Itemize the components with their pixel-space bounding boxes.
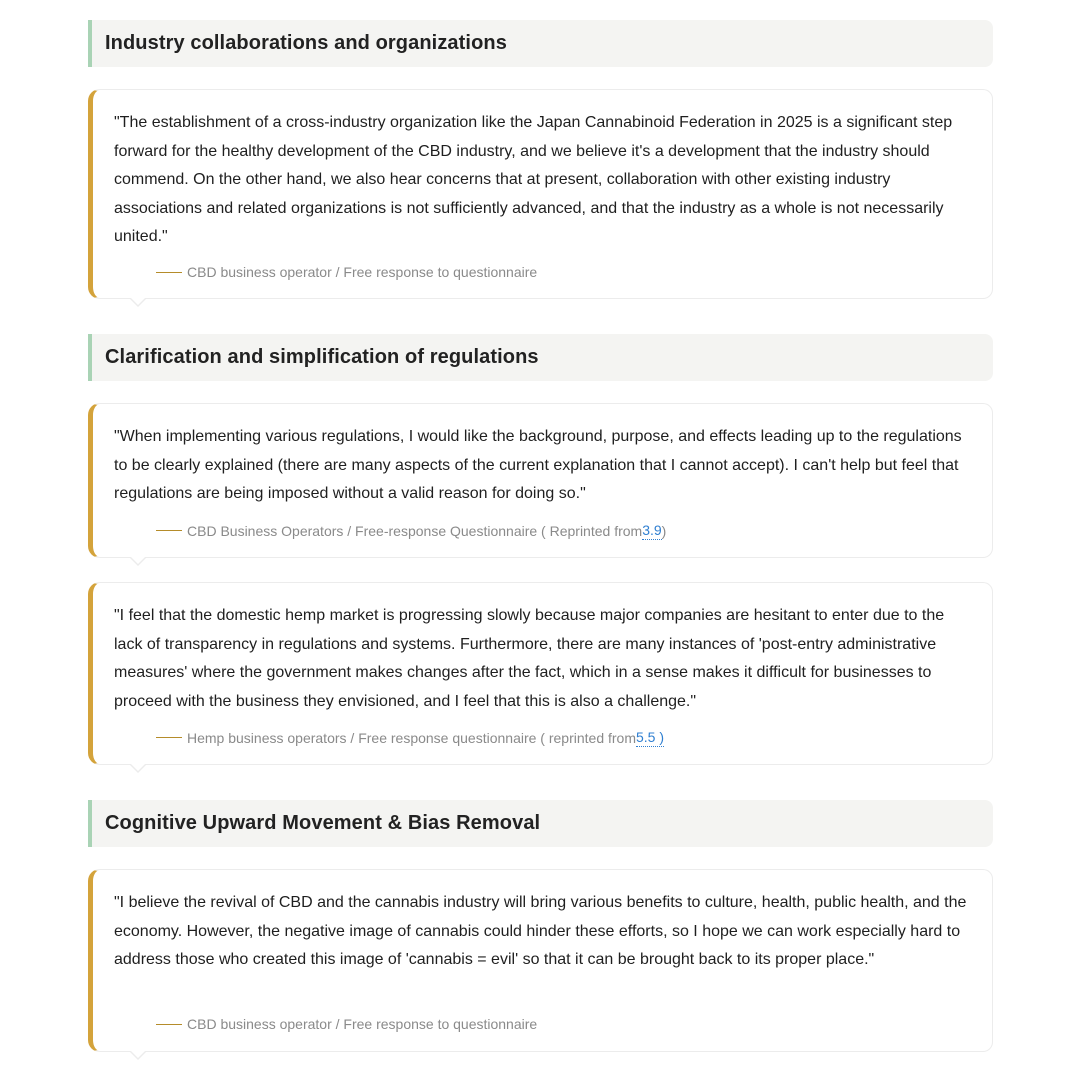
section-heading-regulations	[88, 334, 993, 381]
quote-block	[88, 89, 993, 299]
speech-tail	[129, 298, 147, 307]
source-dash	[156, 272, 182, 273]
section-heading-cognitive-upward	[88, 800, 993, 847]
quote-source-text: Hemp business operators / Free response questionnaire ( reprinted from	[187, 729, 636, 746]
quote-block	[88, 869, 993, 1052]
reference-link-5-5[interactable]: 5.5 )	[636, 729, 665, 745]
speech-tail	[129, 557, 147, 566]
reference-link-3-9[interactable]: 3.9	[642, 522, 662, 538]
quote-block	[88, 403, 993, 558]
source-dash	[156, 737, 182, 738]
quote-text: "I feel that the domestic hemp market is progressing slowly because major companies are hesitant to enter due to the lack of transparency in regulations and systems. Furthermore, there are many instances of 'post-entry administrative measures' where the government makes changes after the fact, which in a sense makes it difficult for businesses to proceed with the business they envisioned, and I feel that this is also a challenge."	[114, 607, 945, 710]
quote-source	[156, 263, 537, 281]
section-heading-text: Clarification and simplification of regulations	[105, 346, 539, 368]
source-dash	[156, 1024, 182, 1025]
speech-tail	[129, 764, 147, 773]
section-heading-industry-collaborations	[88, 20, 993, 67]
quote-source-text: CBD business operator / Free response to questionnaire	[187, 264, 538, 280]
quote-source-text: CBD Business Operators / Free-response Questionnaire ( Reprinted from	[187, 522, 643, 539]
speech-tail	[129, 1051, 147, 1060]
quote-block	[88, 582, 993, 765]
quote-source	[156, 521, 666, 540]
quote-text: "I believe the revival of CBD and the cannabis industry will bring various benefits to culture, health, public health, and the economy. However, the negative image of cannabis could hinder these efforts, so I hope we can work especially hard to address those who created this image of 'cannabis = evil' so that it can be brought back to its proper place."	[114, 894, 967, 968]
quote-source-end: )	[661, 522, 667, 539]
section-heading-text: Cognitive Upward Movement & Bias Removal	[105, 812, 541, 834]
quote-source	[156, 1015, 537, 1033]
quote-source-text: CBD business operator / Free response to questionnaire	[187, 1016, 538, 1032]
quote-text: "When implementing various regulations, I would like the background, purpose, and effects leading up to the regulations to be clearly explained (there are many aspects of the current explanation that I cannot accept). I can't help but feel that regulations are being imposed without a valid reason for doing so."	[114, 428, 962, 502]
source-dash	[156, 530, 182, 531]
quote-text: "The establishment of a cross-industry organization like the Japan Cannabinoid Federation in 2025 is a significant step forward for the healthy development of the CBD industry, and we believe it's a development that the industry should commend. On the other hand, we also hear concerns that at present, collaboration with other existing industry associations and related organizations is not sufficiently advanced, and that the industry as a whole is not necessarily united."	[114, 114, 953, 245]
quote-source	[156, 728, 664, 747]
section-heading-text: Industry collaborations and organizations	[105, 32, 507, 54]
